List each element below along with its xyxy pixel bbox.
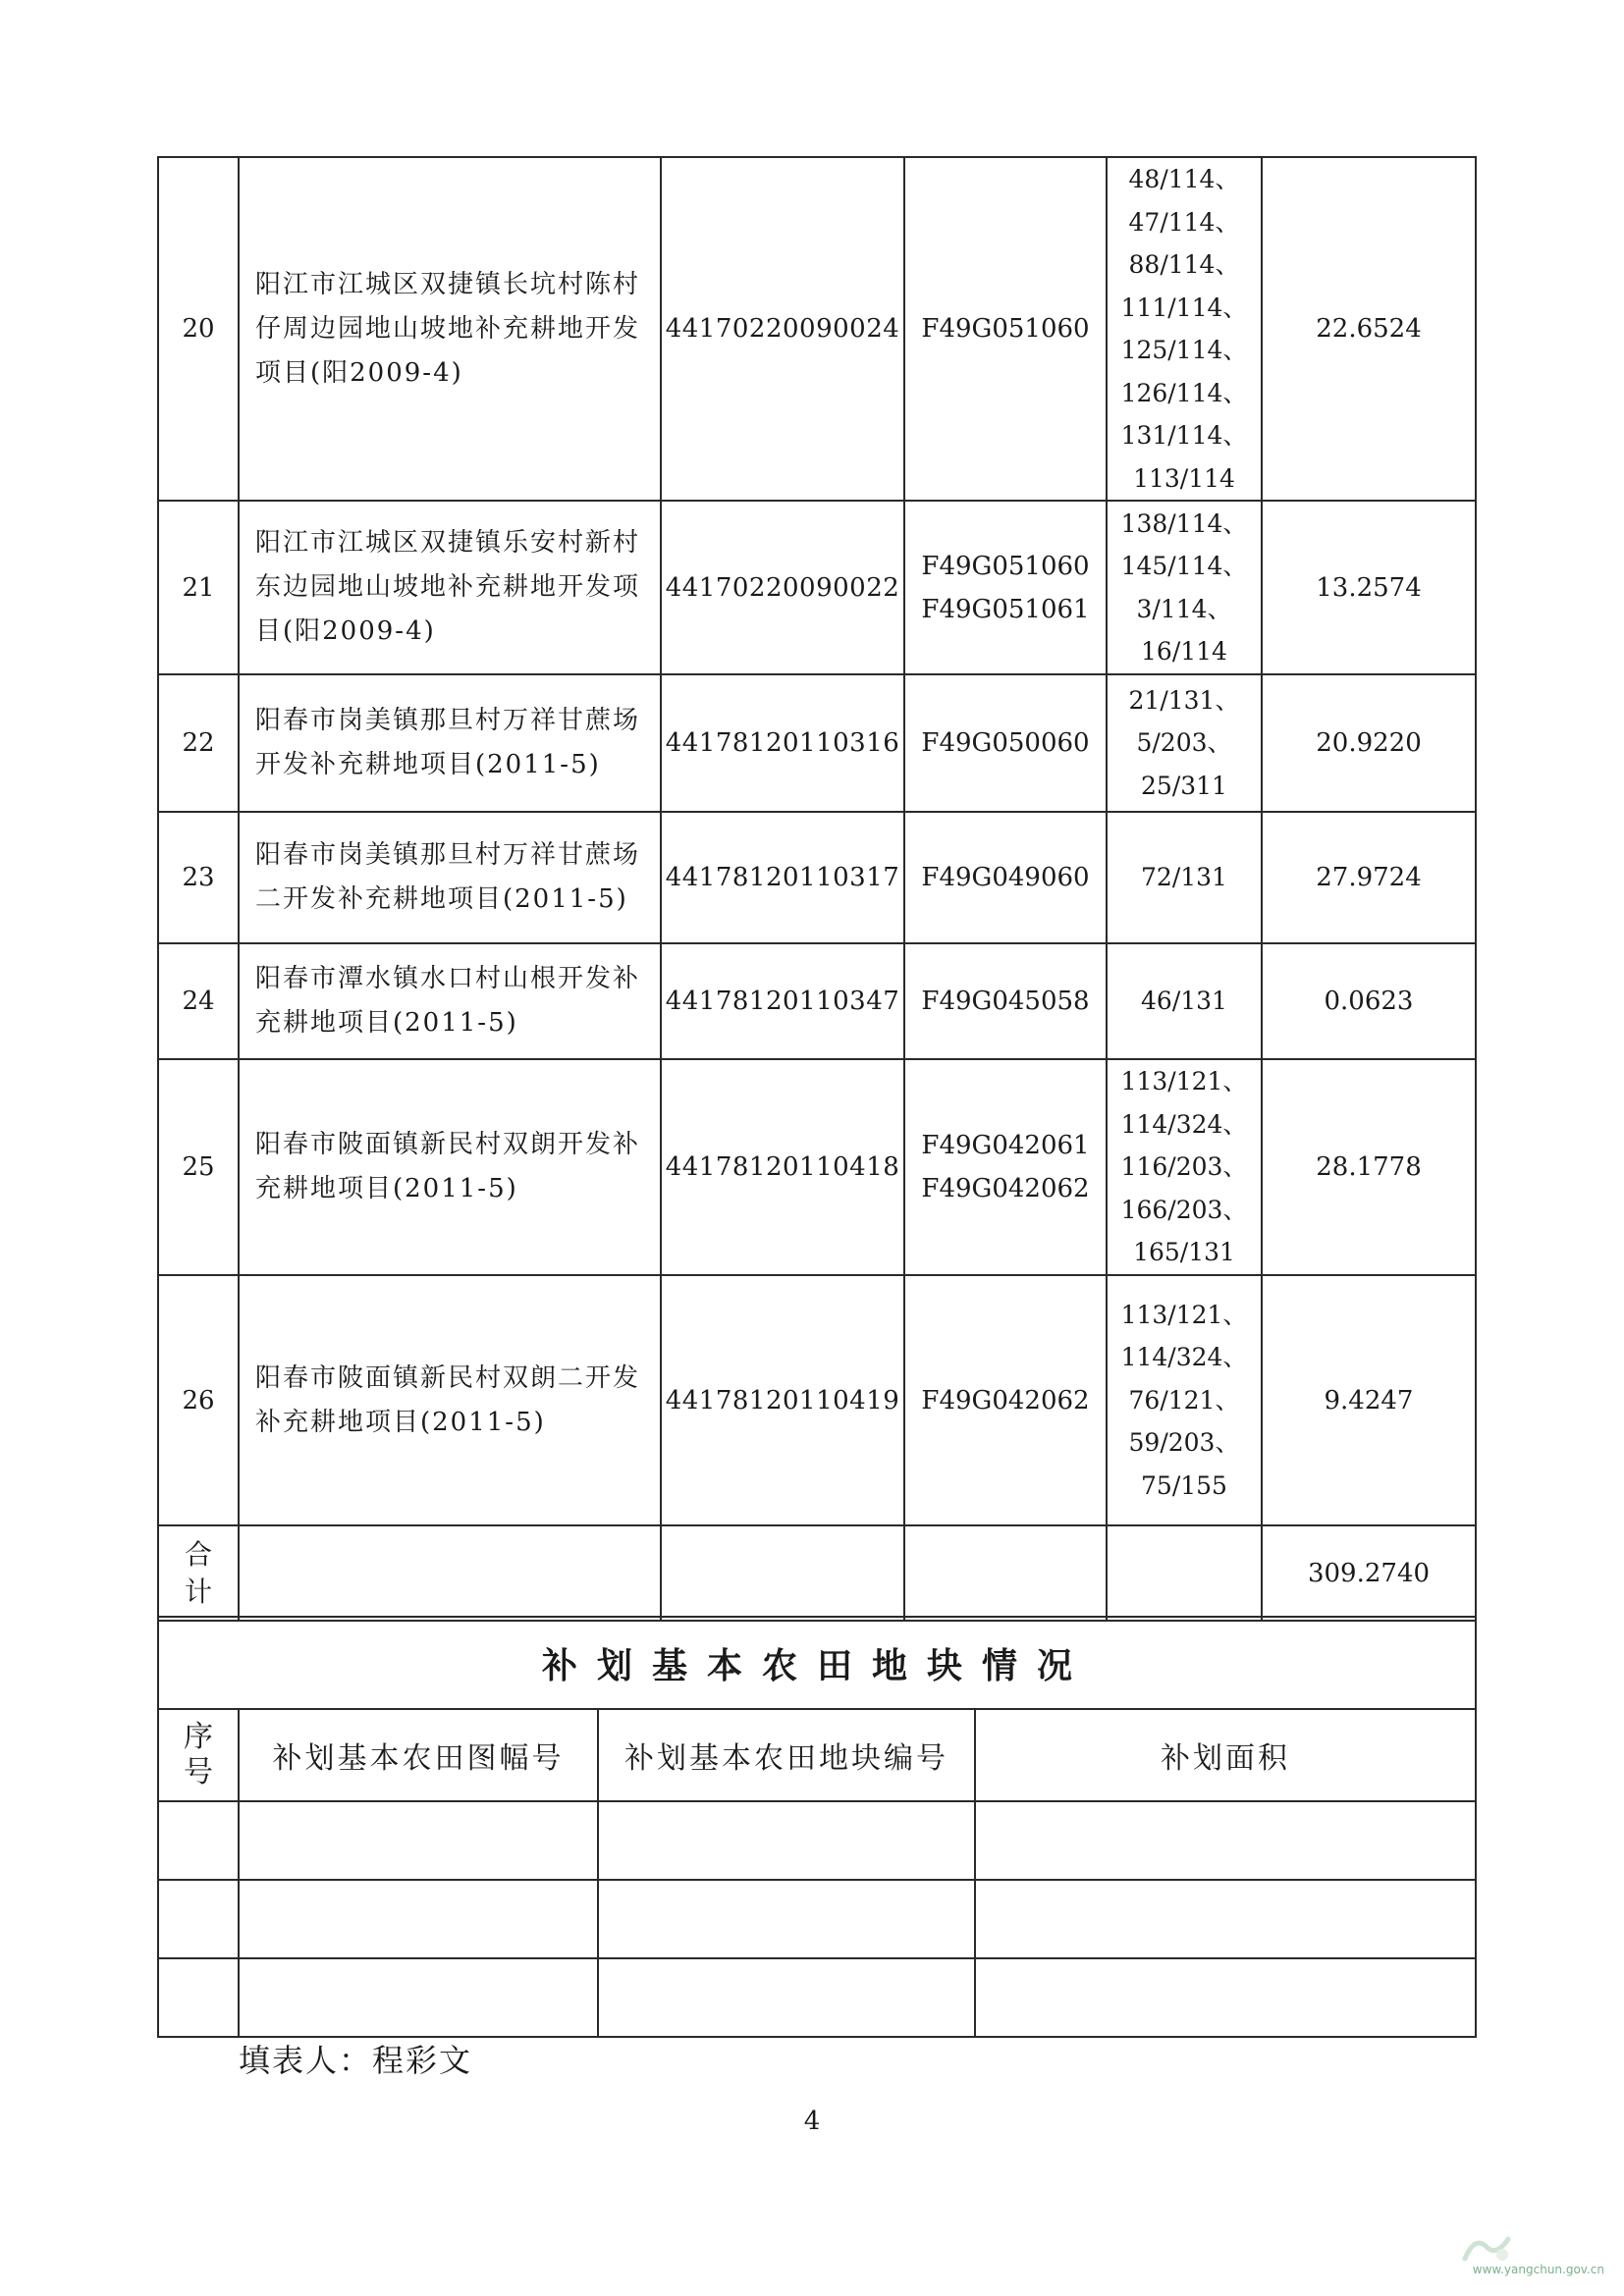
- supplement-title: 补划基本农田地块情况: [158, 1617, 1476, 1709]
- total-area-value: 309.2740: [1262, 1525, 1476, 1621]
- empty-cell: [904, 1525, 1107, 1621]
- table-row: [158, 501, 1476, 674]
- row-number: 21: [158, 501, 239, 674]
- map-sheet: F49G042061 F49G042062: [904, 1059, 1107, 1275]
- parcel-numbers: 21/131、 5/203、 25/311: [1107, 674, 1262, 812]
- empty-cell: [975, 1958, 1476, 2037]
- table-row: [158, 812, 1476, 943]
- project-name: 阳春市潭水镇水口村山根开发补充耕地项目(2011-5): [239, 943, 661, 1059]
- watermark-url: www.yangchun.gov.cn: [1472, 2263, 1604, 2276]
- header-seq: 序 号: [158, 1709, 239, 1801]
- empty-cell: [975, 1880, 1476, 1958]
- map-sheet: F49G051060 F49G051061: [904, 501, 1107, 674]
- empty-cell: [239, 1958, 598, 2037]
- project-name: 阳春市岗美镇那旦村万祥甘蔗场开发补充耕地项目(2011-5): [239, 674, 661, 812]
- table-row: [158, 943, 1476, 1059]
- area-value: 20.9220: [1262, 674, 1476, 812]
- row-number: 26: [158, 1275, 239, 1525]
- area-value: 9.4247: [1262, 1275, 1476, 1525]
- empty-cell: [598, 1958, 975, 2037]
- parcel-numbers: 48/114、 47/114、 88/114、 111/114、 125/114、 126/114、 131/114、 113/114: [1107, 157, 1262, 501]
- row-number: 25: [158, 1059, 239, 1275]
- project-name: 阳春市陂面镇新民村双朗二开发补充耕地项目(2011-5): [239, 1275, 661, 1525]
- supplement-farmland-table: [157, 1616, 1477, 2038]
- supplement-header-row: [158, 1709, 1476, 1801]
- site-watermark: [1457, 2229, 1604, 2276]
- project-name: 阳春市岗美镇那旦村万祥甘蔗场二开发补充耕地项目(2011-5): [239, 812, 661, 943]
- header-area: 补划面积: [975, 1709, 1476, 1801]
- empty-cell: [598, 1880, 975, 1958]
- form-filler: 填表人：程彩文: [239, 2042, 473, 2079]
- area-value: 0.0623: [1262, 943, 1476, 1059]
- project-name: 阳江市江城区双捷镇乐安村新村东边园地山坡地补充耕地开发项目(阳2009-4): [239, 501, 661, 674]
- area-value: 13.2574: [1262, 501, 1476, 674]
- map-sheet: F49G050060: [904, 674, 1107, 812]
- empty-cell: [158, 1801, 239, 1880]
- page-number: 4: [803, 2107, 821, 2136]
- row-number: 24: [158, 943, 239, 1059]
- area-value: 22.6524: [1262, 157, 1476, 501]
- header-parcel: 补划基本农田地块编号: [598, 1709, 975, 1801]
- empty-cell: [239, 1880, 598, 1958]
- table-row: [158, 1059, 1476, 1275]
- parcel-numbers: 113/121、 114/324、 76/121、 59/203、 75/155: [1107, 1275, 1262, 1525]
- empty-cell: [158, 1958, 239, 2037]
- land-parcel-table: [157, 156, 1477, 1622]
- parcel-numbers: 72/131: [1107, 812, 1262, 943]
- empty-cell: [158, 1880, 239, 1958]
- empty-cell: [239, 1801, 598, 1880]
- supplement-title-row: [158, 1617, 1476, 1709]
- map-sheet: F49G045058: [904, 943, 1107, 1059]
- empty-cell: [975, 1801, 1476, 1880]
- table-row: [158, 1801, 1476, 1880]
- area-value: 27.9724: [1262, 812, 1476, 943]
- table-row: [158, 674, 1476, 812]
- table-row: [158, 1880, 1476, 1958]
- project-code: 44178120110317: [661, 812, 904, 943]
- project-code: 44178120110347: [661, 943, 904, 1059]
- parcel-numbers: 138/114、 145/114、 3/114、 16/114: [1107, 501, 1262, 674]
- table-row: [158, 1958, 1476, 2037]
- map-sheet: F49G042062: [904, 1275, 1107, 1525]
- row-number: 23: [158, 812, 239, 943]
- row-number: 22: [158, 674, 239, 812]
- empty-cell: [598, 1801, 975, 1880]
- project-name: 阳江市江城区双捷镇长坑村陈村仔周边园地山坡地补充耕地开发项目(阳2009-4): [239, 157, 661, 501]
- project-code: 44178120110419: [661, 1275, 904, 1525]
- row-number: 20: [158, 157, 239, 501]
- project-name: 阳春市陂面镇新民村双朗开发补充耕地项目(2011-5): [239, 1059, 661, 1275]
- header-sheet: 补划基本农田图幅号: [239, 1709, 598, 1801]
- project-code: 44178120110418: [661, 1059, 904, 1275]
- area-value: 28.1778: [1262, 1059, 1476, 1275]
- project-code: 44170220090022: [661, 501, 904, 674]
- empty-cell: [239, 1525, 661, 1621]
- table-row: [158, 157, 1476, 501]
- parcel-numbers: 46/131: [1107, 943, 1262, 1059]
- parcel-numbers: 113/121、 114/324、 116/203、 166/203、 165/131: [1107, 1059, 1262, 1275]
- total-label: 合 计: [158, 1525, 239, 1621]
- table-row: [158, 1275, 1476, 1525]
- empty-cell: [1107, 1525, 1262, 1621]
- project-code: 44170220090024: [661, 157, 904, 501]
- empty-cell: [661, 1525, 904, 1621]
- total-row: [158, 1525, 1476, 1621]
- map-sheet: F49G051060: [904, 157, 1107, 501]
- project-code: 44178120110316: [661, 674, 904, 812]
- map-sheet: F49G049060: [904, 812, 1107, 943]
